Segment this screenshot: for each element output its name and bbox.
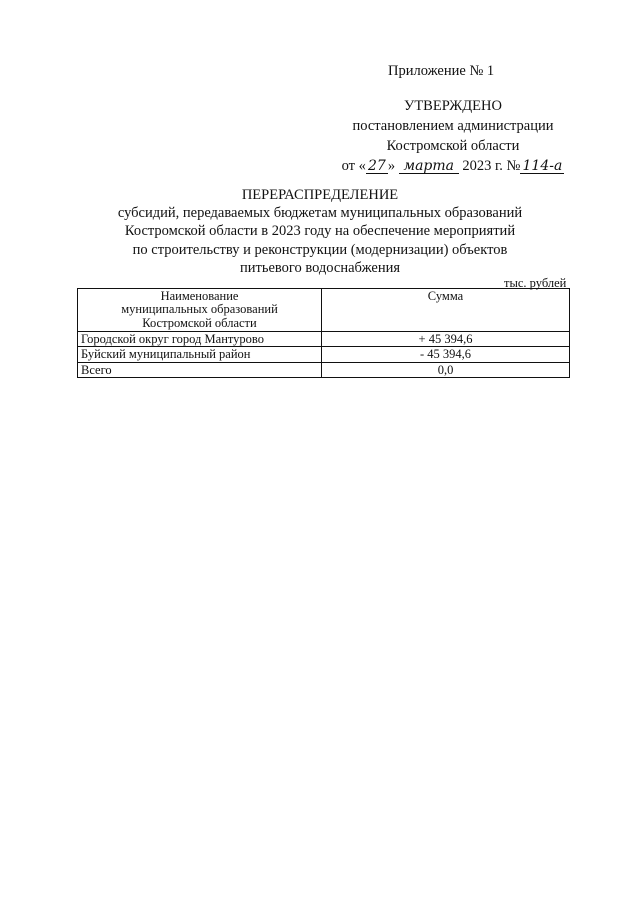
title-line-4: питьевого водоснабжения bbox=[239, 259, 401, 276]
header-name-line-3: Костромской области bbox=[142, 315, 257, 330]
row-name: Буйский муниципальный район bbox=[78, 347, 322, 362]
date-year: 2023 г. № bbox=[462, 158, 521, 174]
approval-block bbox=[330, 96, 576, 176]
date-month: марта bbox=[399, 159, 459, 174]
date-day: 27 bbox=[366, 159, 388, 174]
title-line-1: субсидий, передаваемых бюджетам муниципальных образований bbox=[117, 205, 523, 222]
row-name: Всего bbox=[78, 362, 322, 377]
approval-region: Костромской области bbox=[386, 138, 520, 154]
row-amount: 0,0 bbox=[322, 362, 570, 377]
date-prefix: от « bbox=[341, 158, 366, 174]
appendix-label: Приложение № 1 bbox=[388, 63, 495, 79]
row-amount: + 45 394,6 bbox=[322, 332, 570, 347]
document-title bbox=[80, 186, 560, 277]
date-mid: » bbox=[387, 158, 396, 174]
approval-date-line bbox=[330, 156, 576, 176]
table-header-row bbox=[78, 289, 570, 332]
subsidy-table bbox=[77, 288, 570, 378]
table-row-total bbox=[78, 362, 570, 377]
approved-heading: УТВЕРЖДЕНО bbox=[404, 98, 502, 114]
row-amount: - 45 394,6 bbox=[322, 347, 570, 362]
header-name-line-2: муниципальных образований bbox=[121, 302, 278, 317]
title-line-3: по строительству и реконструкции (модернизации) объектов bbox=[132, 241, 508, 258]
table-row bbox=[78, 332, 570, 347]
header-amount-column: Сумма bbox=[322, 289, 570, 332]
approval-resolution: постановлением администрации bbox=[352, 118, 554, 134]
title-heading: ПЕРЕРАСПРЕДЕЛЕНИЕ bbox=[241, 187, 399, 203]
units-label: тыс. рублей bbox=[504, 276, 567, 290]
title-line-2: Костромской области в 2023 году на обеспечение мероприятий bbox=[124, 223, 516, 240]
document-number: 114-а bbox=[520, 159, 564, 174]
row-name: Городской округ город Мантурово bbox=[78, 332, 322, 347]
header-name-column bbox=[78, 289, 322, 332]
table-row bbox=[78, 347, 570, 362]
header-name-line-1: Наименование bbox=[160, 289, 239, 303]
